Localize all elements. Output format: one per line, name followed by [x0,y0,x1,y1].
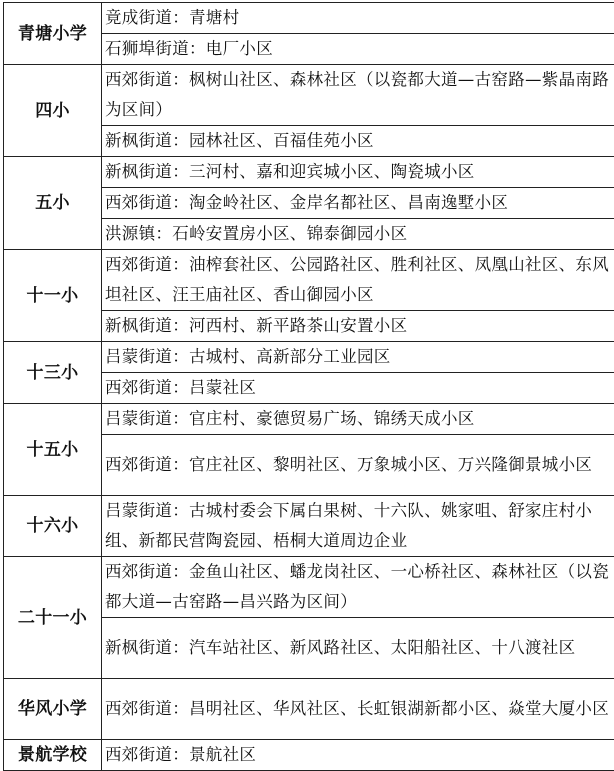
area-cell: 新枫街道：园林社区、百福佳苑小区 [102,126,614,157]
school-name: 十五小 [4,404,102,496]
table-row [4,496,614,557]
area-cell: 新枫街道：河西村、新平路茶山安置小区 [102,311,614,342]
school-name: 四小 [4,65,102,157]
table-row [4,557,614,618]
area-cell: 吕蒙街道：官庄村、豪德贸易广场、锦绣天成小区 [102,404,614,435]
area-cell: 西郊街道：官庄社区、黎明社区、万象城小区、万兴隆御景城小区 [102,435,614,496]
table-row [4,679,614,740]
table-row [4,342,614,373]
area-cell: 竟成街道：青塘村 [102,3,614,34]
school-name: 华风小学 [4,679,102,740]
table-row [4,157,614,188]
area-cell: 洪源镇：石岭安置房小区、锦泰御园小区 [102,219,614,250]
area-cell: 西郊街道：枫树山社区、森林社区（以瓷都大道—古窑路—紫晶南路为区间） [102,65,614,126]
area-cell: 西郊街道：昌明社区、华风社区、长虹银湖新都小区、焱堂大厦小区 [102,679,614,740]
school-name: 五小 [4,157,102,250]
area-cell: 吕蒙街道：古城村委会下属白果树、十六队、姚家咀、舒家庄村小组、新都民营陶瓷园、梧桐大道周边企业 [102,496,614,557]
area-cell: 西郊街道：淘金岭社区、金岸名都社区、昌南逸墅小区 [102,188,614,219]
table-row [4,250,614,311]
area-cell: 西郊街道：油榨套社区、公园路社区、胜利社区、凤凰山社区、东风坦社区、汪王庙社区、香山御园小区 [102,250,614,311]
table-row [4,3,614,34]
area-cell: 西郊街道：金鱼山社区、蟠龙岗社区、一心桥社区、森林社区（以瓷都大道—古窑路—昌兴路为区间） [102,557,614,618]
area-cell: 西郊街道：吕蒙社区 [102,373,614,404]
school-name: 十三小 [4,342,102,404]
area-cell: 吕蒙街道：古城村、高新部分工业园区 [102,342,614,373]
table-row [4,404,614,435]
school-name: 十六小 [4,496,102,557]
area-cell: 石狮埠街道：电厂小区 [102,34,614,65]
table-row [4,740,614,771]
area-cell: 西郊街道：景航社区 [102,740,614,771]
table-row [4,65,614,126]
school-district-table [3,2,614,771]
school-name: 二十一小 [4,557,102,679]
area-cell: 新枫街道：汽车站社区、新风路社区、太阳船社区、十八渡社区 [102,618,614,679]
school-name: 青塘小学 [4,3,102,65]
school-name: 景航学校 [4,740,102,771]
school-name: 十一小 [4,250,102,342]
area-cell: 新枫街道：三河村、嘉和迎宾城小区、陶瓷城小区 [102,157,614,188]
